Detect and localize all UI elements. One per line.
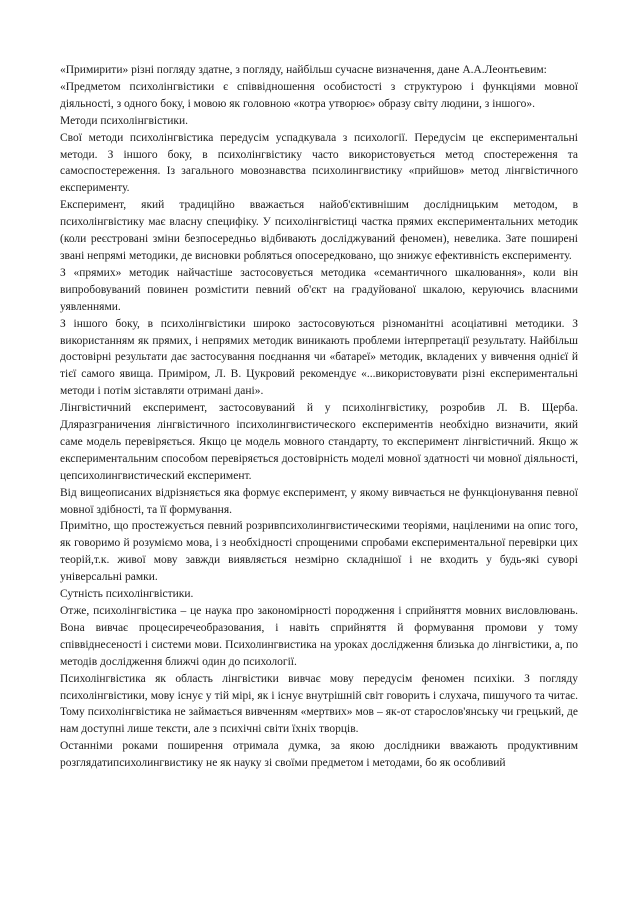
paragraph-semantic-scaling: З «прямих» методик найчастіше застосовується методика «семантичного шкалювання», коли він випробовуваний повинен розмістити певний об'єкт на градуйованої шкалою, керуючись власними уявленнями. — [60, 266, 578, 313]
section-heading-essence: Сутність психолінгвістики. — [60, 588, 194, 601]
section-heading-methods: Методи психолінгвістики. — [60, 114, 189, 127]
paragraph-linguistic-experiment: Лінгвістичний експеримент, застосовуваний й у психолінгвістику, розробив Л. В. Щерба. Дляразграничения лінгвістичного іпсихолингвистического експериментів необхідно визначити, який саме модель перевіряється. Якщо це модель мовного стандарту, то експеримент лінгвістичний. Якщо ж експериментальним способом перевіряється достовірність моделі мовної здатності чи мовної діяльності, цепсихолингвистический експеримент. — [60, 402, 578, 482]
paragraph-methods-origin: Свої методи психолінгвістика передусім успадкувала з психології. Передусім це експериментальні методи. З іншого боку, в психолінгвістику часто використовується метод спостереження та самоспостереження. Із загального мовознавства психолингвистику «прийшов» метод лінгвістичного експерименту. — [60, 131, 578, 195]
paragraph-theory-gap: Примітно, що простежується певний розривпсихолингвистическими теоріями, націленими на опис того, як говоримо й розуміємо мова, і з необхідності спрощеними спробами експериментальної перевірки цих теорій,т.к. живої мову завжди виявляється незмірно складнішої і не входить у будь-які суворі універсальні рамки. — [60, 520, 578, 584]
paragraph-definition: Отже, психолінгвістика – це наука про закономірності породження і сприйняття мовних висловлювань. Вона вивчає процесиречеобразования, і навіть сприйняття й формування промови у тому співвіднесеності і системи мови. Психолингвистика на уроках дослідження близька до лінгвістики, а, по методів дослідження ближчі один до психології. — [60, 605, 578, 668]
paragraph-experiment: Експеримент, який традиційно вважається найоб'єктивнішим дослідницьким методом, в психолінгвістику має власну специфіку. У психолінгвістиці частка прямих експериментальних методик (коли реєстровані зміни безпосередньо відбивають досліджуваний феномен), невелика. Зате поширені звані непрямі методики, де висновки робляться опосередковано, що знижує ефективність експерименту. — [60, 199, 578, 262]
document-page — [60, 62, 578, 772]
paragraph-intro: «Примирити» різні погляду здатне, з погляду, найбільш сучасне визначення, дане А.А.Леонтьевим: — [60, 64, 547, 76]
paragraph-psyche-phenomenon: Психолінгвістика як область лінгвістики вивчає мову передусім феномен психіки. З погляду психолінгвістики, мову існує у тій мірі, як і існує внутрішній світ говорить і слухача, пишучого та читає. Тому психолінгвістика не займається вивченням «мертвих» мов – як-от старослов'янську чи грецький, де нам доступні лише тексти, але з психічні світи їхніх творців. — [60, 672, 578, 736]
paragraph-formative-experiment: Від вищеописаних відрізняється яка формує експеримент, у якому вивчається не функціонування певної мовної здібності, та її формування. — [60, 486, 578, 516]
paragraph-associative-methods: З іншого боку, в психолінгвістики широко застосовуються різноманітні асоціативні методики. З використанням як прямих, і непрямих методик виникають проблеми інтерпретації результату. Найбільш достовірні результати дає застосування поєднання чи «батареї» методик, вкладених у вивчення однієї й тієї самого явища. Приміром, Л. В. Цукровий рекомендує «...використовувати різні експериментальні методи і потім зіставляти отримані дані». — [60, 317, 578, 398]
paragraph-recent-views: Останніми роками поширення отримала думка, за якою дослідники вважають продуктивним розглядатипсихолингвистику не як науку зі своїми предметом і методами, бо як особливий — [60, 740, 578, 770]
paragraph-leontiev-quote: «Предметом психолінгвістики є співвідношення особистості з структурою і функціями мовної діяльності, з одного боку, і мовою як головною «котра утворює» образу світу людини, з іншого». — [60, 80, 578, 110]
